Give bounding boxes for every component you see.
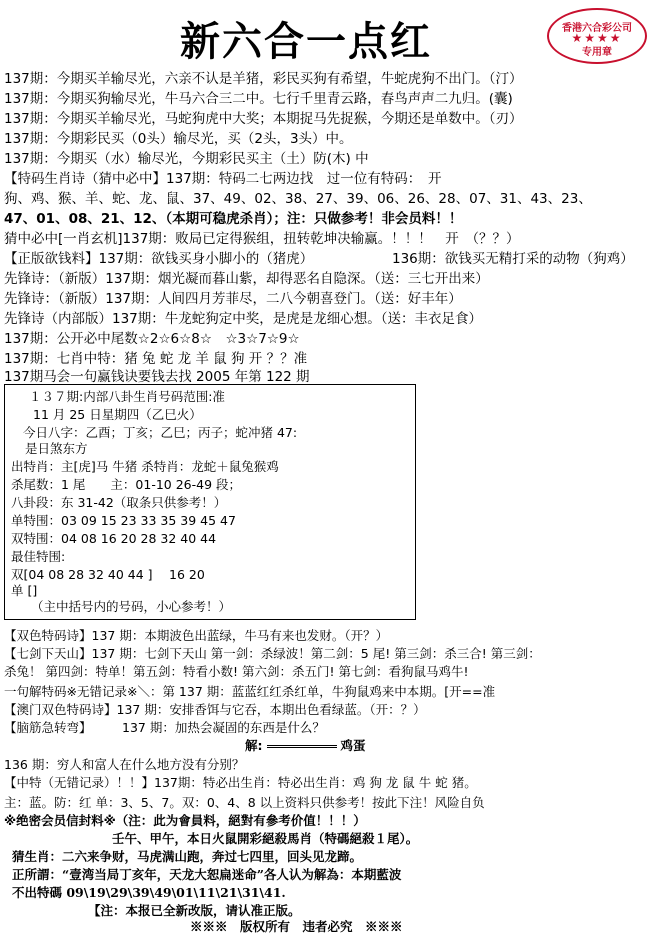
box-line: １３７期:内部八卦生肖号码范围:准 bbox=[29, 389, 225, 404]
text-line: 不出特碼 09\19\29\39\49\01\11\21\31\41. bbox=[12, 885, 286, 900]
box-line: 最佳特围: bbox=[11, 549, 66, 564]
footer-copyright: ※※※ 版权所有 违者必究 ※※※ bbox=[190, 919, 403, 934]
answer-line bbox=[245, 737, 366, 755]
text-line: 杀兔！ 第四剑：特单！第五剑：特看小数! 第六剑：杀五门! 第七剑：看狗鼠马鸡牛! bbox=[4, 664, 469, 679]
text-line: 137期：今期买羊输尽光，六亲不认是羊猪，彩民买狗有希望，牛蛇虎狗不出门。（汀） bbox=[4, 71, 523, 87]
text-line: 137期：七肖中特：猪 兔 蛇 龙 羊 鼠 狗 开 ？？准 bbox=[4, 351, 308, 367]
text-line: 【注：本报已全新改版，请认准正版。 bbox=[88, 903, 301, 918]
text-line: 壬午、甲午，本日火鼠開彩絕殺馬肖（特碼絕殺１尾）。 bbox=[112, 831, 419, 846]
stamp-bottom-text: 专用章 bbox=[582, 47, 612, 58]
text-line: 先锋诗：（新版）137期：人间四月芳菲尽，二八今朝喜登门。（送：好丰年） bbox=[4, 291, 462, 307]
text-line: 【澳门双色特码诗】137 期：安排香饵与它吞，本期出色看绿蓝。（开：？） bbox=[4, 702, 426, 717]
text-line: 【脑筋急转弯】 bbox=[4, 720, 92, 735]
box-line: 出特肖：主[虎]马 牛猪 杀特肖：龙蛇＋鼠兔猴鸡 bbox=[11, 459, 279, 474]
stamp-stars: ★★★★ bbox=[571, 31, 623, 45]
text-line: 137期马会一句赢钱诀要钱去找 2005 年第 122 期 bbox=[4, 369, 310, 385]
text-line: 136 期：穷人和富人在什么地方没有分别？ bbox=[4, 757, 245, 772]
answer-text: 鸡蛋 bbox=[340, 738, 366, 753]
box-line: 11 月 25 日星期四（乙巳火） bbox=[33, 407, 202, 422]
box-line: 是日煞东方 bbox=[25, 441, 88, 456]
text-line: 先锋诗：（新版）137期：烟光凝而暮山紫，却得恶名自隐深。（送：三七开出来） bbox=[4, 271, 489, 287]
text-line: 【中特（无错记录）！！】137期：特必出生肖：特必出生肖：鸡 狗 龙 鼠 牛 蛇 猪。 bbox=[4, 775, 477, 790]
text-line: 【双色特码诗】137 期：本期波色出蓝绿，牛马有来也发财。（开？） bbox=[4, 628, 389, 643]
box-line: 双[04 08 28 32 40 44 ] 16 20 bbox=[11, 567, 205, 582]
text-line: 先锋诗（内部版）137期：牛龙蛇狗定中奖，是虎是龙细心想。（送：丰衣足食） bbox=[4, 311, 483, 327]
box-line: 单 [] bbox=[11, 583, 38, 598]
text-line: 137期：今期买狗输尽光，牛马六合三二中。七行千里青云路，春鸟声声二九归。(囊) bbox=[4, 91, 513, 107]
text-line: 136期：欲钱买无精打采的动物（狗鸡） bbox=[392, 251, 634, 267]
box-line: 单特围：03 09 15 23 33 35 39 45 47 bbox=[11, 513, 236, 528]
text-line: 137期：今期彩民买（0头）输尽光，买（2头，3头）中。 bbox=[4, 131, 353, 147]
answer-label: 解: bbox=[245, 738, 263, 753]
seal-stamp bbox=[547, 8, 647, 64]
answer-underline bbox=[267, 745, 337, 748]
text-line: 【七剑下天山】137 期：七剑下天山 第一剑：杀绿波！第二剑：5 尾! 第三剑：杀三合! 第三剑： bbox=[4, 646, 541, 661]
text-line: 猜中必中[一肖玄机]137期：败局已定得猴组，扭转乾坤决输赢。！！！ 开 （？？） bbox=[4, 231, 520, 247]
box-line: 八卦段：东 31-42（取条只供参考！） bbox=[11, 495, 227, 510]
text-line: 137期：今期买（水）输尽光，今期彩民买主（土）防(木) 中 bbox=[4, 151, 369, 167]
stamp-top-text: 香港六合彩公司 bbox=[562, 23, 632, 34]
page-title: 新六合一点红 bbox=[180, 18, 432, 65]
text-line: 137期：公开必中尾数☆2☆6☆8☆ ☆3☆7☆9☆ bbox=[4, 331, 300, 347]
text-line: 137期：今期买羊输尽光，马蛇狗虎中大奖；本期捉马先捉猴，今期还是单数中。（刃） bbox=[4, 111, 523, 127]
bagua-box bbox=[4, 384, 416, 620]
text-line: 狗、鸡、猴、羊、蛇、龙、鼠、37、49、02、38、27、39、06、26、28、07、31、43、23、 bbox=[4, 191, 592, 207]
text-line: 一句解特码※无错记录※＼：第 137 期：蓝蓝红红杀红单，牛狗鼠鸡来中本期。[开==准 bbox=[4, 684, 496, 699]
text-line: 主：蓝。防：红 单：3、5、7。双：0、4、8 以上资料只供参考！按此下注！风险自负 bbox=[4, 795, 485, 810]
text-line: ※绝密会员信封料※（注：此为會員料，絕對有參考价值！！！） bbox=[4, 813, 366, 828]
text-line: 【正版欲钱料】137期：欲钱买身小脚小的（猪虎） bbox=[4, 251, 314, 267]
box-line: 双特围：04 08 16 20 28 32 40 44 bbox=[11, 531, 217, 546]
box-line: 今日八字：乙酉；丁亥；乙巳；丙子；蛇冲猪 47: bbox=[23, 425, 298, 440]
box-line: 杀尾数：1 尾 主：01-10 26-49 段； bbox=[11, 477, 242, 492]
text-line: 猜生肖：二六来争财，马虎满山跑，奔过七四里，回头见龙蹄。 bbox=[12, 849, 363, 864]
text-line: 47、01、08、21、12、（本期可稳虎杀肖）；注：只做参考！非会员料！！ bbox=[4, 211, 463, 227]
text-line: 正所謂：“壹湾当局丁亥年，天龙大恕扁迷命”各人认为解為：本期藍波 bbox=[12, 867, 402, 882]
text-line: 【特码生肖诗（猜中必中】137期：特码二七两边找 过一位有特码： 开 bbox=[4, 171, 442, 187]
text-line: 137 期：加热会凝固的东西是什么？ bbox=[122, 720, 325, 735]
box-line: （主中括号内的号码，小心参考！） bbox=[31, 599, 232, 614]
